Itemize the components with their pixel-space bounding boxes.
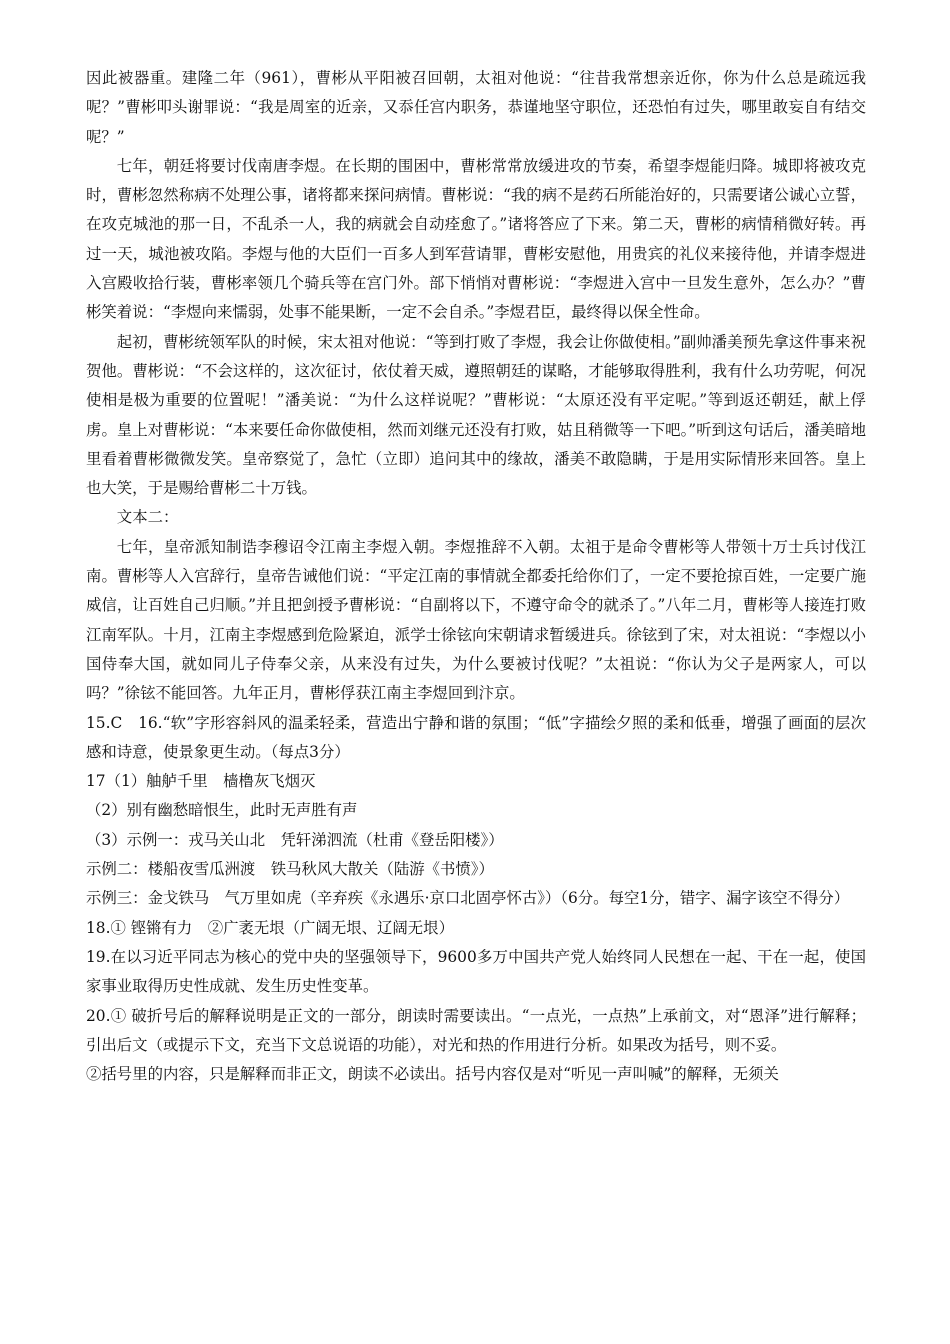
answer-17-1: 17（1）舳舻千里 樯橹灰飞烟灭: [86, 772, 316, 791]
text2-label: 文本二：: [116, 508, 179, 527]
answer-15-16: 15.C 16.“软”字形容斜风的温柔轻柔，营造出宁静和谐的氛围；“低”字描绘夕照的柔和低垂，增强了画面的层次感和诗意，使景象更生动。（每点3分）: [86, 713, 866, 761]
answer-18: 18.① 铿锵有力 ②广袤无垠（广阔无垠、辽阔无垠）: [86, 918, 454, 937]
answer-20-2: ②括号里的内容，只是解释而非正文，朗读不必读出。括号内容仅是对“听见一声叫喊”的解释，无须关: [86, 1065, 779, 1084]
text1-paragraph-3: 起初，曹彬统领军队的时候，宋太祖对他说：“等到打败了李煜，我会让你做使相。”副帅潘美预先拿这件事来祝贺他。曹彬说：“不会这样的，这次征讨，依仗着天威，遵照朝廷的谋略，才能够取得胜利，我有什么功劳呢，何况使相是极为重要的位置呢！”潘美说：“为什么这样说呢？”曹彬说：“太原还没有平定呢。”等到返还朝廷，献上俘虏。皇上对曹彬说：“本来要任命你做使相，然而刘继元还没有打败，姑且稍微等一下吧。”听到这句话后，潘美暗地里看着曹彬微微发笑。皇帝察觉了，急忙（立即）追问其中的缘故，潘美不敢隐瞒，于是用实际情形来回答。皇上也大笑，于是赐给曹彬二十万钱。: [86, 332, 866, 498]
answer-19: 19.在以习近平同志为核心的党中央的坚强领导下，9600多万中国共产党人始终同人民想在一起、干在一起，使国家事业取得历史性成就、发生历史性变革。: [86, 947, 866, 996]
text2-paragraph: 七年，皇帝派知制诰李穆诏令江南主李煜入朝。李煜推辞不入朝。太祖于是命令曹彬等人带领十万士兵讨伐江南。曹彬等人入宫辞行，皇帝告诫他们说：“平定江南的事情就全都委托给你们了，一定不要抢掠百姓，一定要广施威信，让百姓自己归顺。”并且把剑授予曹彬说：“自副将以下，不遵守命令的就杀了。”八年二月，曹彬等人接连打败江南军队。十月，江南主李煜感到危险紧迫，派学士徐铉向宋朝请求暂缓进兵。徐铉到了宋，对太祖说：“李煜以小国侍奉大国，就如同儿子侍奉父亲，从来没有过失，为什么要被讨伐呢？”太祖说：“你认为父子是两家人，可以吗？”徐铉不能回答。九年正月，曹彬俘获江南主李煜回到汴京。: [86, 537, 866, 703]
text1-paragraph-2: 七年，朝廷将要讨伐南唐李煜。在长期的围困中，曹彬常常放缓进攻的节奏，希望李煜能归降。城即将被攻克时，曹彬忽然称病不处理公事，诸将都来探问病情。曹彬说：“我的病不是药石所能治好的，只需要诸公诚心立誓，在攻克城池的那一日，不乱杀一人，我的病就会自动痊愈了。”诸将答应了下来。第二天，曹彬的病情稍微好转。再过一天，城池被攻陷。李煜与他的大臣们一百多人到军营请罪，曹彬安慰他，用贵宾的礼仪来接待他，并请李煜进入宫殿收拾行装，曹彬率领几个骑兵等在宫门外。部下悄悄对曹彬说：“李煜进入宫中一旦发生意外，怎么办？”曹彬笑着说：“李煜向来懦弱，处事不能果断，一定不会自杀。”李煜君臣，最终得以保全性命。: [86, 156, 866, 322]
answer-17-3: （3）示例一：戎马关山北 凭轩涕泗流（杜甫《登岳阳楼》）: [86, 830, 504, 849]
answer-20-1: 20.① 破折号后的解释说明是正文的一部分，朗读时需要读出。“一点光，一点热”上承前文，对“恩泽”进行解释；引出后文（或提示下文，充当下文总说语的功能），对光和热的作用进行分析。如果改为括号，则不妥。: [86, 1006, 866, 1054]
answer-17-2: （2）别有幽愁暗恨生，此时无声胜有声: [86, 801, 358, 820]
answer-17-example-2: 示例二：楼船夜雪瓜洲渡 铁马秋风大散关（陆游《书愤》）: [86, 860, 494, 879]
answer-17-example-3: 示例三：金戈铁马 气万里如虎（辛弃疾《永遇乐·京口北固亭怀古》）（6分。每空1分，错字、漏字该空不得分）: [86, 889, 850, 908]
text1-paragraph-1: 因此被器重。建隆二年（961），曹彬从平阳被召回朝，太祖对他说：“往昔我常想亲近你，你为什么总是疏远我呢？”曹彬叩头谢罪说：“我是周室的近亲，又忝任宫内职务，恭谨地坚守职位，还恐怕有过失，哪里敢妄自有结交呢？”: [86, 69, 866, 146]
